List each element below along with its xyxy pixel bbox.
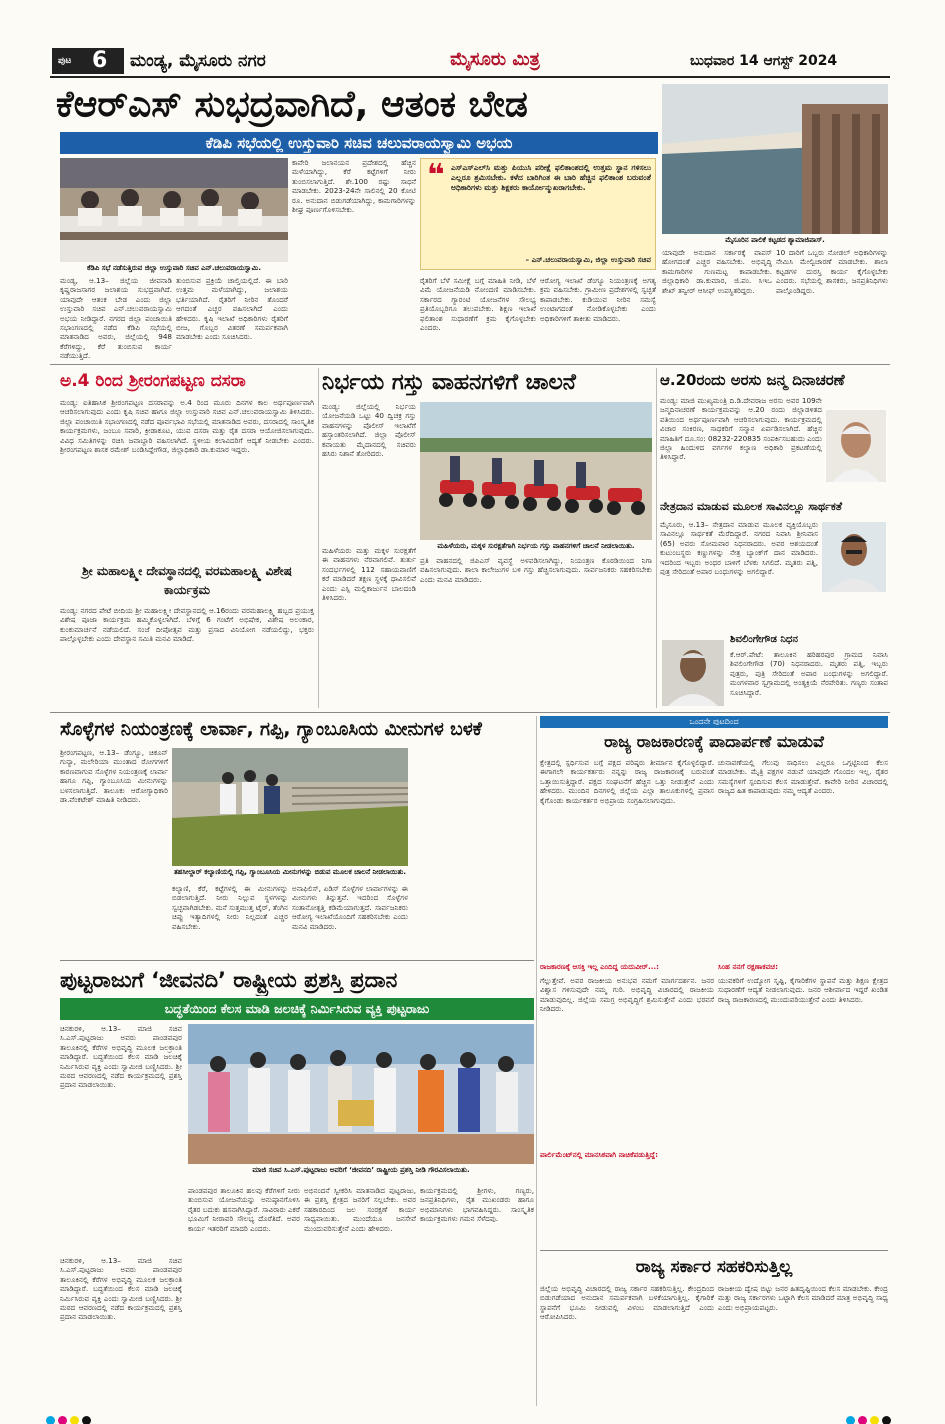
col-sep-3	[536, 716, 537, 1406]
mosquito-col1: ಶ್ರೀರಂಗಪಟ್ಟಣ, ಆ.13– ಡೆಂಗ್ಯೂ, ಚಿಕೂನ್ ಗುನ್ಯಾ, ಮಲೇರಿಯಾ ಮುಂತಾದ ರೋಗಗಳಿಗೆ ಕಾರಣವಾಗುವ ಸೊಳ್ಳೆಗಳ ನಿಯಂತ್ರಣಕ್ಕೆ ಲಾರ್ವಾ ಹಾಗೂ ಗಪ್ಪಿ, ಗ್ಯಾಂಬೂಸಿಯ ಮೀನುಗಳನ್ನು ಬಳಸಲಾಗುತ್ತಿದೆ. ತಾಲೂಕು ಆರೋಗ್ಯಾಧಿಕಾರಿ ಡಾ.ವೆಂಕಟೇಶ್ ಮಾಹಿತಿ ನೀಡಿದರು.	[60, 748, 168, 805]
politics-col1: ಕ್ಷೇತ್ರದಲ್ಲಿ ಸ್ಪರ್ಧಿಸುವ ಬಗ್ಗೆ ಪಕ್ಷದ ವರಿಷ್ಠರು ತೀರ್ಮಾನ ಕೈಗೊಳ್ಳಲಿದ್ದಾರೆ. ಈಗಾಗಲೇ ಕಾರ್ಯಕರ್ತರು ನನ್ನನ್ನು ರಾಜ್ಯ ರಾಜಕಾರಣಕ್ಕೆ ಬರುವಂತೆ ಒತ್ತಾಯಿಸುತ್ತಿದ್ದಾರೆ. ಪಕ್ಷದ ಸಂಘಟನೆಗೆ ಹೆಚ್ಚಿನ ಒತ್ತು ನೀಡುತ್ತೇನೆ ಎಂದು ಹೇಳಿದರು. ಮುಂದಿನ ದಿನಗಳಲ್ಲಿ ಜಿಲ್ಲೆಯ ಎಲ್ಲಾ ತಾಲೂಕುಗಳಲ್ಲಿ ಪ್ರವಾಸ ಕೈಗೊಂಡು ಕಾರ್ಯಕರ್ತರ ಅಭಿಪ್ರಾಯ ಸಂಗ್ರಹಿಸಲಾಗುವುದು.	[540, 758, 714, 805]
mosquito-col3: ಅನಾಫಿಲಿಸ್, ಏಡಿಸ್ ಸೊಳ್ಳೆಗಳ ಲಾರ್ವಾಗಳನ್ನು ಈ ಮೀನುಗಳು ತಿನ್ನುತ್ತವೆ. ಇದರಿಂದ ಸೊಳ್ಳೆಗಳ ಸಂತಾನೋತ್ಪತ್ತಿ ಕಡಿಮೆಯಾಗುತ್ತದೆ. ಸಾರ್ವಜನಿಕರು ಆರೋಗ್ಯ ಇಲಾಖೆಯೊಂದಿಗೆ ಸಹಕರಿಸಬೇಕು ಎಂದು ಮನವಿ ಮಾಡಿದರು.	[292, 884, 408, 931]
award-ceremony-photo	[188, 1024, 534, 1164]
quote-text: ಎಸ್‌ಎಸ್‌ಎಲ್‌ಸಿ ಮತ್ತು ಪಿಯುಸಿ ಪರೀಕ್ಷೆ ಫಲಿತಾಂಶದಲ್ಲಿ ಉತ್ತಮ ಸ್ಥಾನ ಗಳಿಸಲು ಎಲ್ಲರೂ ಶ್ರಮಿಸಬೇಕು. ಕಳೆದ ಬಾರಿಗಿಂತ ಈ ಬಾರಿ ಹೆಚ್ಚಿನ ಫಲಿತಾಂಶ ಬರುವಂತೆ ಅಧಿಕಾರಿಗಳು ಮತ್ತು ಶಿಕ್ಷಕರು ಕಾರ್ಯೋನ್ಮುಖರಾಗಬೇಕು.	[451, 163, 651, 192]
award-col5: ಚಿನಕುರಳಿ, ಆ.13– ಮಾಜಿ ಸಚಿವ ಸಿ.ಎಸ್.ಪುಟ್ಟರಾಜು ಅವರು ಪಾಂಡವಪುರ ತಾಲೂಕಿನಲ್ಲಿ ಕೆರೆಗಳ ಅಭಿವೃದ್ಧಿ ಮೂಲಕ ಜಲಕ್ರಾಂತಿ ಮಾಡಿದ್ದಾರೆ. ಬದ್ಧತೆಯಿಂದ ಕೆಲಸ ಮಾಡಿ ಜಲಚಿಕ್ಕೆ ನಿರ್ಮಿಸಿರುವ ವ್ಯಕ್ತಿ ಎಂದು ಸ್ವಾಮೀಜಿ ಬಣ್ಣಿಸಿದರು. ಶ್ರೀ ಮಠದ ಆವರಣದಲ್ಲಿ ನಡೆದ ಕಾರ್ಯಕ್ರಮದಲ್ಲಿ ಪ್ರಶಸ್ತಿ ಪ್ರದಾನ ಮಾಡಲಾಯಿತು.	[60, 1256, 182, 1322]
nirbhaya-col2: ಮಹಿಳೆಯರು ಮತ್ತು ಮಕ್ಕಳ ಸುರಕ್ಷತೆಗೆ ಈ ವಾಹನಗಳು ನೆರವಾಗಲಿವೆ. ತುರ್ತು ಸಂದರ್ಭಗಳಲ್ಲಿ 112 ಸಹಾಯವಾಣಿಗೆ ಕರೆ ಮಾಡಿದರೆ ತಕ್ಷಣ ಸ್ಥಳಕ್ಕೆ ಧಾವಿಸಲಿವೆ ಎಂದು ಎಸ್ಪಿ ಮಲ್ಲಿಕಾರ್ಜುನ ಬಾಲದಂಡಿ ತಿಳಿಸಿದರು.	[322, 546, 416, 603]
govt-col2: ರಾಜಕೀಯ ದ್ವೇಷ ಬಿಟ್ಟು ಜನರ ಹಿತದೃಷ್ಟಿಯಿಂದ ಕೆಲಸ ಮಾಡಬೇಕು. ಕೇಂದ್ರ ಮತ್ತು ರಾಜ್ಯ ಸರ್ಕಾರಗಳು ಒಟ್ಟಾಗಿ ಕೆಲಸ ಮಾಡಿದರೆ ಮಾತ್ರ ಅಭಿವೃದ್ಧಿ ಸಾಧ್ಯ ಎಂದು ಅಭಿಪ್ರಾಯಪಟ್ಟರು.	[718, 1284, 888, 1312]
section-title: ಮಂಡ್ಯ, ಮೈಸೂರು ನಗರ	[130, 51, 266, 71]
nirbhaya-col3: ಪ್ರತಿ ವಾಹನದಲ್ಲಿ ಜಿಪಿಎಸ್ ವ್ಯವಸ್ಥೆ ಅಳವಡಿಸಲಾಗಿದ್ದು, ನಿಯಂತ್ರಣ ಕೊಠಡಿಯಿಂದ ನಿಗಾ ವಹಿಸಲಾಗುವುದು. ಶಾಲಾ ಕಾಲೇಜುಗಳ ಬಳಿ ಗಸ್ತು ಹೆಚ್ಚಿಸಲಾಗುವುದು. ಸಾರ್ವಜನಿಕರು ಸಹಕರಿಸಬೇಕು ಎಂದು ಮನವಿ ಮಾಡಿದರು.	[420, 556, 652, 584]
story1-headline: ಕೆಆರ್‌ಎಸ್ ಸುಭದ್ರವಾಗಿದೆ, ಆತಂಕ ಬೇಡ	[56, 84, 528, 125]
meeting-photo	[60, 158, 288, 262]
politics-col2: ಚುನಾವಣೆಯಲ್ಲಿ ಗೆಲುವು ಸಾಧಿಸಲು ಎಲ್ಲರೂ ಒಗ್ಗಟ್ಟಿನಿಂದ ಕೆಲಸ ಮಾಡಬೇಕು. ಮೈತ್ರಿ ಪಕ್ಷಗಳ ನಡುವೆ ಯಾವುದೇ ಗೊಂದಲ ಇಲ್ಲ. ರೈತರ ಸಮಸ್ಯೆಗಳಿಗೆ ಸ್ಪಂದಿಸುವ ಕೆಲಸ ಮಾಡುತ್ತೇವೆ. ಕಾವೇರಿ ನೀರಿನ ವಿಚಾರದಲ್ಲಿ ರಾಜ್ಯದ ಹಿತ ಕಾಪಾಡುವುದು ನಮ್ಮ ಆದ್ಯತೆ ಎಂದರು.	[718, 758, 888, 796]
nirbhaya-col1: ಮಂಡ್ಯ: ಜಿಲ್ಲೆಯಲ್ಲಿ ನಿರ್ಭಯ ಯೋಜನೆಯಡಿ ಒಟ್ಟು 40 ದ್ವಿಚಕ್ರ ಗಸ್ತು ವಾಹನಗಳನ್ನು ಪೊಲೀಸ್ ಇಲಾಖೆಗೆ ಹಸ್ತಾಂತರಿಸಲಾಗಿದೆ. ಜಿಲ್ಲಾ ಪೊಲೀಸ್ ಕವಾಯತು ಮೈದಾನದಲ್ಲಿ ಸಚಿವರು ಹಸಿರು ನಿಶಾನೆ ತೋರಿದರು.	[322, 402, 416, 459]
story1-subhead: ಕೆಡಿಪಿ ಸಭೆಯಲ್ಲಿ ಉಸ್ತುವಾರಿ ಸಚಿವ ಚಲುವರಾಯಸ್ವಾಮಿ ಅಭಯ	[60, 132, 658, 154]
politics-tag1: ರಾಜಕಾರಣಕ್ಕೆ ಆಸಕ್ತಿ ಇಲ್ಲ ಎಂದಿದ್ದ ಯದುವೀರ್...:	[540, 962, 660, 971]
story1-col3: ಕಾವೇರಿ ಜಲಾನಯನ ಪ್ರದೇಶದಲ್ಲಿ ಹೆಚ್ಚಿನ ಮಳೆಯಾಗಿದ್ದು, ಕೆರೆ ಕಟ್ಟೆಗಳಿಗೆ ನೀರು ತುಂಬಿಸಲಾಗುತ್ತಿದೆ. ಶೇ.100 ರಷ್ಟು ಸಾಧನೆ ಮಾಡಬೇಕು. 2023-24ನೇ ಸಾಲಿನಲ್ಲಿ 20 ಕೋಟಿ ರೂ. ಅನುದಾನ ಬಿಡುಗಡೆಯಾಗಿದ್ದು, ಕಾಮಗಾರಿಗಳನ್ನು ಶೀಘ್ರ ಪೂರ್ಣಗೊಳಿಸಬೇಕು.	[292, 158, 416, 215]
fish-photo-caption: ತಹಸೀಲ್ದಾರ್ ಕಲ್ಯಾಣಿಯಲ್ಲಿ ಗಪ್ಪಿ, ಗ್ಯಾಂಬೂಸಿಯ ಮೀನುಗಳನ್ನು ಬಿಡುವ ಮೂಲಕ ಚಾಲನೆ ನೀಡಲಾಯಿತು.	[173, 868, 407, 876]
col-sep-1	[318, 368, 319, 708]
nirbhaya-headline: ನಿರ್ಭಯ ಗಸ್ತು ವಾಹನಗಳಿಗೆ ಚಾಲನೆ	[322, 370, 576, 395]
govt-col1: ಜಿಲ್ಲೆಯ ಅಭಿವೃದ್ಧಿ ವಿಚಾರದಲ್ಲಿ ರಾಜ್ಯ ಸರ್ಕಾರ ಸಹಕರಿಸುತ್ತಿಲ್ಲ. ಕೇಂದ್ರದಿಂದ ಬಿಡುಗಡೆಯಾದ ಅನುದಾನ ಸಮರ್ಪಕವಾಗಿ ಬಳಕೆಯಾಗುತ್ತಿಲ್ಲ. ಕೈಗಾರಿಕೆ ಸ್ಥಾಪನೆಗೆ ಭೂಮಿ ನೀಡುವಲ್ಲಿ ವಿಳಂಬ ಮಾಡಲಾಗುತ್ತಿದೆ ಎಂದು ಆರೋಪಿಸಿದರು.	[540, 1284, 714, 1322]
arasu-body: ಮಂಡ್ಯ: ಮಾಜಿ ಮುಖ್ಯಮಂತ್ರಿ ದಿ.ಡಿ.ದೇವರಾಜ ಅರಸು ಅವರ 109ನೇ ಜನ್ಮದಿನಾಚರಣೆ ಕಾರ್ಯಕ್ರಮವನ್ನು ಆ.20 ರಂದು ಜಿಲ್ಲಾಡಳಿತದ ವತಿಯಿಂದ ಅರ್ಥಪೂರ್ಣವಾಗಿ ಆಚರಿಸಲಾಗುವುದು. ಕಾರ್ಯಕ್ರಮದಲ್ಲಿ ವಿಚಾರ ಸಂಕಿರಣ, ಸಾಧಕರಿಗೆ ಸನ್ಮಾನ ಏರ್ಪಡಿಸಲಾಗಿದೆ. ಹೆಚ್ಚಿನ ಮಾಹಿತಿಗೆ ದೂ.ಸಂ: 08232-220835 ಸಂಪರ್ಕಿಸಬಹುದು ಎಂದು ಜಿಲ್ಲಾ ಹಿಂದುಳಿದ ವರ್ಗಗಳ ಕಲ್ಯಾಣ ಅಧಿಕಾರಿ ಪ್ರಕಟಣೆಯಲ್ಲಿ ತಿಳಿಸಿದ್ದಾರೆ.	[660, 396, 822, 462]
award-photo-caption: ಮಾಜಿ ಸಚಿವ ಸಿ.ಎಸ್.ಪುಟ್ಟರಾಜು ಅವರಿಗೆ ‘ಜೀವನದಿ’ ರಾಷ್ಟ್ರೀಯ ಪ್ರಶಸ್ತಿ ನೀಡಿ ಗೌರವಿಸಲಾಯಿತು.	[252, 1166, 470, 1174]
award-col3: ಅಭಿನಂದನೆ ಸ್ವೀಕರಿಸಿ ಮಾತನಾಡಿದ ಪುಟ್ಟರಾಜು, ಈ ಪ್ರಶಸ್ತಿ ಕ್ಷೇತ್ರದ ಜನರಿಗೆ ಸಲ್ಲಬೇಕು. ಅವರ ಸಹಕಾರದಿಂದ ಜಲ ಸಂರಕ್ಷಣೆ ಕಾರ್ಯ ಸಾಧ್ಯವಾಯಿತು. ಮುಂದೆಯೂ ಜನಸೇವೆ ಮುಂದುವರಿಸುತ್ತೇನೆ ಎಂದು ಹೇಳಿದರು.	[304, 1186, 416, 1233]
dasara-headline: ಅ.4 ರಿಂದ ಶ್ರೀರಂಗಪಟ್ಟಣ ದಸರಾ	[60, 371, 246, 391]
meeting-photo-caption: ಕೆಡಿಪಿ ಸಭೆ ನಡೆಸುತ್ತಿರುವ ಜಿಲ್ಲಾ ಉಸ್ತುವಾರಿ ಸಚಿವ ಎನ್.ಚಲುವರಾಯಸ್ವಾಮಿ.	[87, 264, 261, 272]
obit-headline: ಶಿವಲಿಂಗೇಗೌಡ ನಿಧನ	[730, 634, 798, 645]
mosquito-col2: ಕಲ್ಯಾಣಿ, ಕೆರೆ, ಕಟ್ಟೆಗಳಲ್ಲಿ ಈ ಮೀನುಗಳನ್ನು ಬಿಡಲಾಗುತ್ತಿದೆ. ನೀರು ನಿಲ್ಲುವ ಸ್ಥಳಗಳನ್ನು ಸ್ವಚ್ಛವಾಗಿಡಬೇಕು. ಮನೆ ಸುತ್ತಮುತ್ತ ಟೈರ್, ತೆಂಗಿನ ಚಿಪ್ಪು ಇತ್ಯಾದಿಗಳಲ್ಲಿ ನೀರು ನಿಲ್ಲದಂತೆ ಎಚ್ಚರ ವಹಿಸಬೇಕು.	[172, 884, 288, 931]
dam-photo	[662, 84, 888, 234]
registration-marks-right	[846, 1410, 894, 1424]
politics-headline: ರಾಜ್ಯ ರಾಜಕಾರಣಕ್ಕೆ ಪಾದಾರ್ಪಣೆ ಮಾಡುವೆ	[604, 732, 824, 751]
story1-col1: ಮಂಡ್ಯ, ಆ.13– ಜಿಲ್ಲೆಯ ಜೀವನಾಡಿ ಕೃಷ್ಣರಾಜಸಾಗರ ಜಲಾಶಯ ಸುಭದ್ರವಾಗಿದೆ. ಯಾವುದೇ ಆತಂಕ ಬೇಡ ಎಂದು ಜಿಲ್ಲಾ ಉಸ್ತುವಾರಿ ಸಚಿವ ಎನ್.ಚಲುವರಾಯಸ್ವಾಮಿ ಅಭಯ ನೀಡಿದ್ದಾರೆ. ನಗರದ ಜಿಲ್ಲಾ ಪಂಚಾಯಿತಿ ಸಭಾಂಗಣದಲ್ಲಿ ನಡೆದ ಕೆಡಿಪಿ ಸಭೆಯಲ್ಲಿ ಮಾತನಾಡಿದ ಅವರು, ಜಿಲ್ಲೆಯಲ್ಲಿ 948 ಕೆರೆಗಳಿದ್ದು, ಕೆರೆ ತುಂಬಿಸುವ ಕಾರ್ಯ ನಡೆಯುತ್ತಿದೆ.	[60, 276, 172, 360]
politics-col3: ಗೆಲ್ಲುತ್ತೇವೆ. ಅವರ ರಾಜಕೀಯ ಅನುಭವ ನಮಗೆ ಮಾರ್ಗದರ್ಶನ. ಜನರ ವಿಶ್ವಾಸ ಗಳಿಸುವುದೇ ನಮ್ಮ ಗುರಿ. ಅಭಿವೃದ್ಧಿ ವಿಚಾರದಲ್ಲಿ ರಾಜಕೀಯ ಮಾಡುವುದಿಲ್ಲ. ಜಿಲ್ಲೆಯ ಸಮಗ್ರ ಅಭಿವೃದ್ಧಿಗೆ ಶ್ರಮಿಸುತ್ತೇನೆ ಎಂದು ಭರವಸೆ ನೀಡಿದರು.	[540, 976, 714, 1014]
divider-2	[50, 712, 890, 713]
award-col4: ಕಾರ್ಯಕ್ರಮದಲ್ಲಿ ಶ್ರೀಗಳು, ಗಣ್ಯರು, ಜನಪ್ರತಿನಿಧಿಗಳು, ರೈತ ಮುಖಂಡರು ಹಾಗೂ ಅಭಿಮಾನಿಗಳು ಭಾಗವಹಿಸಿದ್ದರು. ಸಾಂಸ್ಕೃತಿಕ ಕಾರ್ಯಕ್ರಮಗಳು ಗಮನ ಸೆಳೆದವು.	[420, 1186, 534, 1224]
divider-4	[540, 1250, 888, 1251]
continued-kicker: ಒಂದನೇ ಪುಟದಿಂದ	[540, 716, 888, 728]
mosquito-headline: ಸೊಳ್ಳೆಗಳ ನಿಯಂತ್ರಣಕ್ಕೆ ಲಾರ್ವಾ, ಗಪ್ಪಿ, ಗ್ಯಾಂಬೂಸಿಯ ಮೀನುಗಳ ಬಳಕೆ	[60, 719, 482, 740]
story1-col6: ಯಾವುದೇ ಅನುದಾನ ಸರ್ಕಾರಕ್ಕೆ ವಾಪಸ್ ಹೋಗದಂತೆ ಎಚ್ಚರ ವಹಿಸಬೇಕು. ಅಭಿವೃದ್ಧಿ ಕಾಮಗಾರಿಗಳ ಗುಣಮಟ್ಟ ಕಾಪಾಡಬೇಕು. ಜಿಲ್ಲಾಧಿಕಾರಿ ಡಾ.ಕುಮಾರ, ಜಿ.ಪಂ. ಸಿಇಒ ಶೇಖ್ ತನ್ವೀರ್ ಆಸೀಫ್ ಉಪಸ್ಥಿತರಿದ್ದರು.	[662, 248, 772, 295]
award-col2: ಪಾಂಡವಪುರ ತಾಲೂಕಿನ ಹಲವು ಕೆರೆಗಳಿಗೆ ನೀರು ತುಂಬಿಸುವ ಯೋಜನೆಯನ್ನು ಅನುಷ್ಠಾನಗೊಳಿಸಿ ರೈತರ ಬದುಕು ಹಸನಾಗಿಸಿದ್ದಾರೆ. ಸಾವಿರಾರು ಎಕರೆ ಭೂಮಿಗೆ ನೀರಾವರಿ ಸೌಲಭ್ಯ ದೊರೆತಿದೆ. ಅವರ ಕಾರ್ಯ ಇತರರಿಗೆ ಮಾದರಿ ಎಂದರು.	[188, 1186, 300, 1233]
story1-col2: ತುಂಬಿಸುವ ಪ್ರಕ್ರಿಯೆ ಚಾಲ್ತಿಯಲ್ಲಿದೆ. ಈ ಬಾರಿ ಉತ್ತಮ ಮಳೆಯಾಗಿದ್ದು, ಜಲಾಶಯ ಭರ್ತಿಯಾಗಿದೆ. ರೈತರಿಗೆ ನೀರಿನ ತೊಂದರೆ ಆಗದಂತೆ ಎಚ್ಚರ ವಹಿಸಲಾಗಿದೆ ಎಂದು ಹೇಳಿದರು. ಕೃಷಿ ಇಲಾಖೆ ಅಧಿಕಾರಿಗಳು ರೈತರಿಗೆ ಬೀಜ, ಗೊಬ್ಬರ ವಿತರಣೆ ಸಮರ್ಪಕವಾಗಿ ಮಾಡಬೇಕು ಎಂದು ಸೂಚಿಸಿದರು.	[176, 276, 288, 342]
quote-attribution: – ಎನ್.ಚಲುವರಾಯಸ್ವಾಮಿ, ಜಿಲ್ಲಾ ಉಸ್ತುವಾರಿ ಸಚಿವ	[525, 255, 651, 264]
arasu-headline: ಆ.20ರಂದು ಅರಸು ಜನ್ಮ ದಿನಾಚರಣೆ	[660, 371, 845, 389]
dasara-body: ಮಂಡ್ಯ: ಐತಿಹಾಸಿಕ ಶ್ರೀರಂಗಪಟ್ಟಣ ದಸರಾವನ್ನು ಅ.4 ರಿಂದ ಮೂರು ದಿನಗಳ ಕಾಲ ಅರ್ಥಪೂರ್ಣವಾಗಿ ಆಚರಿಸಲಾಗುವುದು ಎಂದು ಕೃಷಿ ಸಚಿವ ಹಾಗೂ ಜಿಲ್ಲಾ ಉಸ್ತುವಾರಿ ಸಚಿವ ಎನ್.ಚಲುವರಾಯಸ್ವಾಮಿ ತಿಳಿಸಿದರು. ಜಿಲ್ಲಾ ಪಂಚಾಯಿತಿ ಸಭಾಂಗಣದಲ್ಲಿ ನಡೆದ ಪೂರ್ವಭಾವಿ ಸಭೆಯಲ್ಲಿ ಮಾತನಾಡಿದ ಅವರು, ದಸರಾದಲ್ಲಿ ಸಾಂಸ್ಕೃತಿಕ ಕಾರ್ಯಕ್ರಮಗಳು, ಜಂಬೂ ಸವಾರಿ, ಕ್ರೀಡಾಕೂಟ, ಯುವ ದಸರಾ ಮತ್ತು ರೈತ ದಸರಾ ಆಯೋಜಿಸಲಾಗುವುದು. ವಿವಿಧ ಸಮಿತಿಗಳನ್ನು ರಚಿಸಿ ಜವಾಬ್ದಾರಿ ವಹಿಸಲಾಗಿದೆ. ಸ್ಥಳೀಯ ಕಲಾವಿದರಿಗೆ ಆದ್ಯತೆ ನೀಡಬೇಕು ಎಂದರು. ಶ್ರೀರಂಗಪಟ್ಟಣ ಶಾಸಕ ರಮೇಶ್ ಬಂಡಿಸಿದ್ದೇಗೌಡ, ಜಿಲ್ಲಾಧಿಕಾರಿ ಡಾ.ಕುಮಾರ ಇದ್ದರು.	[60, 398, 314, 455]
eye-donor-portrait	[822, 522, 886, 592]
temple-headline: ಶ್ರೀ ಮಹಾಲಕ್ಷ್ಮೀ ದೇವಸ್ಥಾನದಲ್ಲಿ ವರಮಹಾಲಕ್ಷ್ಮಿ ವಿಶೇಷ ಕಾರ್ಯಕ್ರಮ	[82, 564, 292, 597]
divider-1	[50, 364, 890, 365]
award-col1: ಚಿನಕುರಳಿ, ಆ.13– ಮಾಜಿ ಸಚಿವ ಸಿ.ಎಸ್.ಪುಟ್ಟರಾಜು ಅವರು ಪಾಂಡವಪುರ ತಾಲೂಕಿನಲ್ಲಿ ಕೆರೆಗಳ ಅಭಿವೃದ್ಧಿ ಮೂಲಕ ಜಲಕ್ರಾಂತಿ ಮಾಡಿದ್ದಾರೆ. ಬದ್ಧತೆಯಿಂದ ಕೆಲಸ ಮಾಡಿ ಜಲಚಿಕ್ಕೆ ನಿರ್ಮಿಸಿರುವ ವ್ಯಕ್ತಿ ಎಂದು ಸ್ವಾಮೀಜಿ ಬಣ್ಣಿಸಿದರು. ಶ್ರೀ ಮಠದ ಆವರಣದಲ್ಲಿ ನಡೆದ ಕಾರ್ಯಕ್ರಮದಲ್ಲಿ ಪ್ರಶಸ್ತಿ ಪ್ರದಾನ ಮಾಡಲಾಯಿತು.	[60, 1024, 182, 1090]
divider-3	[60, 960, 534, 961]
registration-marks-left	[46, 1410, 94, 1424]
masthead-rule	[50, 76, 890, 78]
story1-col4: ರೈತರಿಗೆ ಬೆಳೆ ಸಮೀಕ್ಷೆ ಬಗ್ಗೆ ಮಾಹಿತಿ ನೀಡಿ, ಬೆಳೆ ವಿಮೆ ಯೋಜನೆಯಡಿ ನೋಂದಣಿ ಮಾಡಿಸಬೇಕು. ಸರ್ಕಾರದ ಗ್ಯಾರಂಟಿ ಯೋಜನೆಗಳ ಸೌಲಭ್ಯ ಪ್ರತಿಯೊಬ್ಬರಿಗೂ ತಲುಪಬೇಕು. ಶಿಕ್ಷಣ ಇಲಾಖೆ ಫಲಿತಾಂಶ ಸುಧಾರಣೆಗೆ ಕ್ರಮ ಕೈಗೊಳ್ಳಬೇಕು ಎಂದರು.	[420, 276, 536, 333]
dam-photo-caption: ಮೈಸೂರಿನ ಪಾಲಿಕೆ ಕಟ್ಟಡದ ಶ್ಯಾಮಾಜಿಪಾಸ್.	[725, 236, 825, 244]
paper-logo: ಮೈಸೂರು ಮಿತ್ರ	[450, 49, 540, 70]
arasu-portrait	[826, 410, 886, 482]
page-number-box	[52, 48, 124, 74]
obit-body: ಕೆ.ಆರ್.ಪೇಟೆ: ತಾಲೂಕಿನ ಹರಿಹರಪುರ ಗ್ರಾಮದ ನಿವಾಸಿ ಶಿವಲಿಂಗೇಗೌಡ (70) ನಿಧನರಾದರು. ಮೃತರು ಪತ್ನಿ, ಇಬ್ಬರು ಪುತ್ರರು, ಪುತ್ರಿ ಸೇರಿದಂತೆ ಅಪಾರ ಬಂಧುಗಳನ್ನು ಅಗಲಿದ್ದಾರೆ. ಮಂಗಳವಾರ ಸ್ವಗ್ರಾಮದಲ್ಲಿ ಅಂತ್ಯಕ್ರಿಯೆ ನೆರವೇರಿತು. ಗಣ್ಯರು ಸಂತಾಪ ಸೂಚಿಸಿದ್ದಾರೆ.	[730, 650, 888, 697]
obit-portrait	[662, 640, 724, 706]
fish-release-photo	[172, 748, 408, 866]
issue-date: ಬುಧವಾರ 14 ಆಗಸ್ಟ್ 2024	[690, 53, 838, 69]
page-number: 6	[92, 48, 108, 73]
award-headline: ಪುಟ್ಟರಾಜುಗೆ ‘ಜೀವನದಿ’ ರಾಷ್ಟ್ರೀಯ ಪ್ರಶಸ್ತಿ ಪ್ರದಾನ	[60, 968, 398, 992]
govt-headline: ರಾಜ್ಯ ಸರ್ಕಾರ ಸಹಕರಿಸುತ್ತಿಲ್ಲ	[635, 1257, 793, 1277]
eye-headline: ನೇತ್ರದಾನ ಮಾಡುವ ಮೂಲಕ ಸಾವಿನಲ್ಲೂ ಸಾರ್ಥಕತೆ	[660, 500, 843, 513]
quote-mark-icon: ❝	[427, 158, 445, 193]
patrol-bikes-photo	[420, 402, 652, 540]
award-subhead: ಬದ್ಧತೆಯಿಂದ ಕೆಲಸ ಮಾಡಿ ಜಲಚಿಕ್ಕೆ ನಿರ್ಮಿಸಿರುವ ವ್ಯಕ್ತಿ ಪುಟ್ಟರಾಜು	[60, 998, 534, 1020]
story1-col7: 10 ದಾರಿಗೆ ಒಬ್ಬರು ನೋಡಲ್ ಅಧಿಕಾರಿಗಳನ್ನು ನೇಮಿಸಿ ಮೇಲ್ವಿಚಾರಣೆ ಮಾಡಬೇಕು. ಶಾಲಾ ಕಟ್ಟಡಗಳ ದುರಸ್ತಿ ಕಾರ್ಯ ಕೈಗೊಳ್ಳಬೇಕು ಎಂದರು. ಸಭೆಯಲ್ಲಿ ಶಾಸಕರು, ಜನಪ್ರತಿನಿಧಿಗಳು ಪಾಲ್ಗೊಂಡಿದ್ದರು.	[776, 248, 888, 295]
col-sep-2	[656, 368, 657, 708]
politics-tag2: ಪಾರ್ಲಿಮೆಂಟ್‌ನಲ್ಲಿ ಮಾನಸಿಕವಾಗಿ ನಾಚಿಕೆಪಡುತ್ತಿದ್ದೆ:	[540, 1150, 658, 1159]
patrol-photo-caption: ಮಹಿಳೆಯರು, ಮಕ್ಕಳ ಸುರಕ್ಷತೆಗಾಗಿ ನಿರ್ಭಯ ಗಸ್ತು ವಾಹನಗಳಿಗೆ ಚಾಲನೆ ನೀಡಲಾಯಿತು.	[437, 542, 635, 550]
temple-body: ಮಂಡ್ಯ: ನಗರದ ಪೇಟೆ ಬೀದಿಯ ಶ್ರೀ ಮಹಾಲಕ್ಷ್ಮೀ ದೇವಸ್ಥಾನದಲ್ಲಿ ಆ.16ರಂದು ವರಮಹಾಲಕ್ಷ್ಮಿ ಹಬ್ಬದ ಪ್ರಯುಕ್ತ ವಿಶೇಷ ಪೂಜಾ ಕಾರ್ಯಕ್ರಮ ಹಮ್ಮಿಕೊಳ್ಳಲಾಗಿದೆ. ಬೆಳಿಗ್ಗೆ 6 ಗಂಟೆಗೆ ಅಭಿಷೇಕ, ವಿಶೇಷ ಅಲಂಕಾರ, ಕುಂಕುಮಾರ್ಚನೆ ನಡೆಯಲಿದೆ. ಸಂಜೆ ದೀಪೋತ್ಸವ ಮತ್ತು ಪ್ರಸಾದ ವಿನಿಯೋಗ ನಡೆಯಲಿದ್ದು, ಭಕ್ತರು ಪಾಲ್ಗೊಳ್ಳಬೇಕು ಎಂದು ದೇವಸ್ಥಾನ ಸಮಿತಿ ಮನವಿ ಮಾಡಿದೆ.	[60, 606, 314, 644]
story1-col5: ಆರೋಗ್ಯ ಇಲಾಖೆ ಡೆಂಗ್ಯೂ ನಿಯಂತ್ರಣಕ್ಕೆ ಅಗತ್ಯ ಕ್ರಮ ವಹಿಸಬೇಕು. ಗ್ರಾಮೀಣ ಪ್ರದೇಶಗಳಲ್ಲಿ ಸ್ವಚ್ಛತೆ ಕಾಪಾಡಬೇಕು. ಕುಡಿಯುವ ನೀರಿನ ಸಮಸ್ಯೆ ಉಂಟಾಗದಂತೆ ನೋಡಿಕೊಳ್ಳಬೇಕು ಎಂದು ಅಧಿಕಾರಿಗಳಿಗೆ ತಾಕೀತು ಮಾಡಿದರು.	[540, 276, 656, 323]
politics-col4: ಯುವಕರಿಗೆ ಉದ್ಯೋಗ ಸೃಷ್ಟಿ, ಕೈಗಾರಿಕೆಗಳ ಸ್ಥಾಪನೆ ಮತ್ತು ಶಿಕ್ಷಣ ಕ್ಷೇತ್ರದ ಸುಧಾರಣೆಗೆ ಆದ್ಯತೆ ನೀಡಲಾಗುವುದು. ಜನರ ಆಶೀರ್ವಾದ ಇದ್ದರೆ ಖಂಡಿತ ರಾಜ್ಯ ರಾಜಕಾರಣದಲ್ಲಿ ಮುಂದುವರಿಯುತ್ತೇನೆ ಎಂದು ತಿಳಿಸಿದರು.	[718, 976, 888, 1004]
page-label: ಪುಟ	[58, 56, 72, 66]
eye-body: ಮೈಸೂರು, ಆ.13– ನೇತ್ರದಾನ ಮಾಡುವ ಮೂಲಕ ವ್ಯಕ್ತಿಯೊಬ್ಬರು ಸಾವಿನಲ್ಲೂ ಸಾರ್ಥಕತೆ ಮೆರೆದಿದ್ದಾರೆ. ನಗರದ ನಿವಾಸಿ ಶ್ರೀನಿವಾಸ (65) ಅವರು ಸೋಮವಾರ ನಿಧನರಾದರು. ಅವರ ಆಶಯದಂತೆ ಕುಟುಂಬಸ್ಥರು ಕಣ್ಣುಗಳನ್ನು ನೇತ್ರ ಬ್ಯಾಂಕ್‌ಗೆ ದಾನ ಮಾಡಿದರು. ಇದರಿಂದ ಇಬ್ಬರು ಅಂಧರ ಬಾಳಿಗೆ ಬೆಳಕು ಸಿಗಲಿದೆ. ಮೃತರು ಪತ್ನಿ, ಪುತ್ರ ಸೇರಿದಂತೆ ಅಪಾರ ಬಂಧುಗಳನ್ನು ಅಗಲಿದ್ದಾರೆ.	[660, 520, 818, 577]
politics-tag3: ಸಿಂಹ ನನಗೆ ರಕ್ಷಣಾಕವಚ:	[718, 962, 778, 971]
quote-box	[420, 158, 656, 270]
